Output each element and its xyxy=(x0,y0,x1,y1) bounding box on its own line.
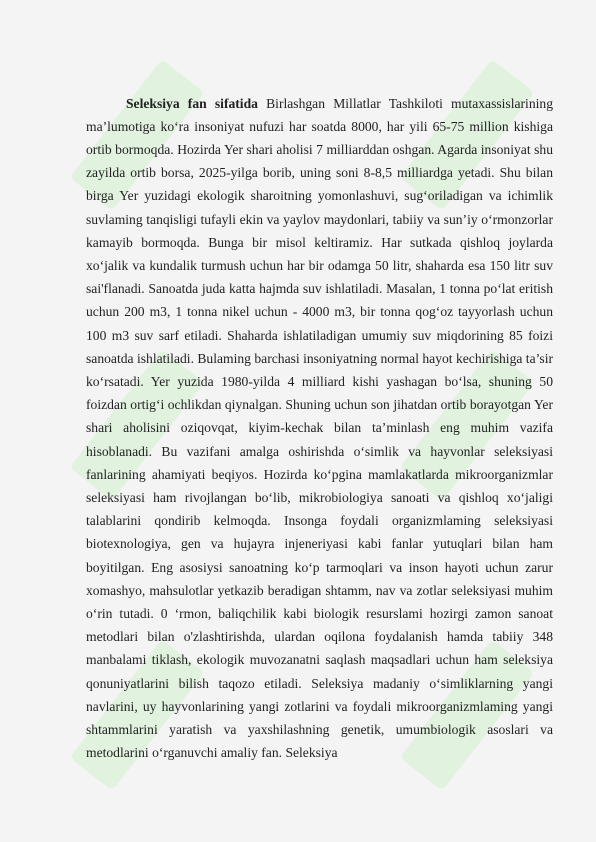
body-paragraph xyxy=(86,92,553,765)
paragraph-body: Birlashgan Millatlar Tashkiloti mutaxassislarining ma’lumotiga ko‘ra insoniyat nufuzi har soatda 8000, har yili 65-75 million kishiga ortib bormoqda. Hozirda Yer shari aholisi 7 milliarddan oshgan. Agarda insoniyat shu zayilda ortib borsa, 2025-yilga borib, uning soni 8-8,5 milliardga yetadi. Shu bilan birga Yer yuzidagi ekologik sharoitning yomonlashuvi, sug‘oriladigan va ichimlik suvlaming tanqisligi tufayli ekin va yaylov maydonlari, tabiiy va sun’iy o‘rmonzorlar kamayib bormoqda. Bunga bir misol keltiramiz. Har sutkada qishloq joylarda xo‘jalik va kundalik turmush uchun har bir odamga 50 litr, shaharda esa 150 litr suv sai'flanadi. Sanoatda juda katta hajmda suv ishlatiladi. Masalan, 1 tonna po‘lat eritish uchun 200 m3, 1 tonna nikel uchun - 4000 m3, bir tonna qog‘oz tayyorlash uchun 100 m3 suv sarf etiladi. Shaharda ishlatiladigan umumiy suv miqdorining 85 foizi sanoatda ishlatiladi. Bulaming barchasi insoniyatning normal hayot kechirishiga ta’sir ko‘rsatadi. Yer yuzida 1980-yilda 4 milliard kishi yashagan bo‘lsa, shuning 50 foizdan ortig‘i ochlikdan qiynalgan. Shuning uchun son jihatdan ortib borayotgan Yer shari aholisini oziqovqat, kiyim-kechak bilan ta’minlash eng muhim vazifa hisoblanadi. Bu vazifani amalga oshirishda o‘simlik va hayvonlar seleksiyasi fanlarining ahamiyati beqiyos. Hozirda ko‘pgina mamlakatlarda mikroorganizmlar seleksiyasi ham rivojlangan bo‘lib, mikrobiologiya sanoati va qishloq xo‘jaligi talablarini qondirib kelmoqda. Insonga foydali organizmlaming seleksiyasi biotexnologiya, gen va hujayra injeneriyasi kabi fanlar yutuqlari bilan ham boyitilgan. Eng asosiysi sanoatning ko‘p tarmoqlari va inson hayoti uchun zarur xomashyo, mahsulotlar yetkazib beradigan shtamm, nav va zotlar seleksiyasi muhim o‘rin tutadi. 0 ‘rmon, baliqchilik kabi biologik resurslami hozirgi zamon sanoat metodlari bilan o'zlashtirishda, ulardan oqilona foydalanish hamda tabiiy 348 manbalami tiklash, ekologik muvozanatni saqlash maqsadlari uchun ham seleksiya qonuniyatlarini bilish taqozo etiladi. Seleksiya madaniy o‘simliklarning yangi navlarini, uy hayvonlarining yangi zotlarini va foydali mikroorganizmlaming yangi shtammlarini yaratish va yaxshilashning genetik, umumbiologik asoslari va metodlarini o‘rganuvchi amaliy fan. Seleksiya xyxy=(86,95,553,761)
paragraph-heading: Seleksiya fan sifatida xyxy=(126,95,258,111)
